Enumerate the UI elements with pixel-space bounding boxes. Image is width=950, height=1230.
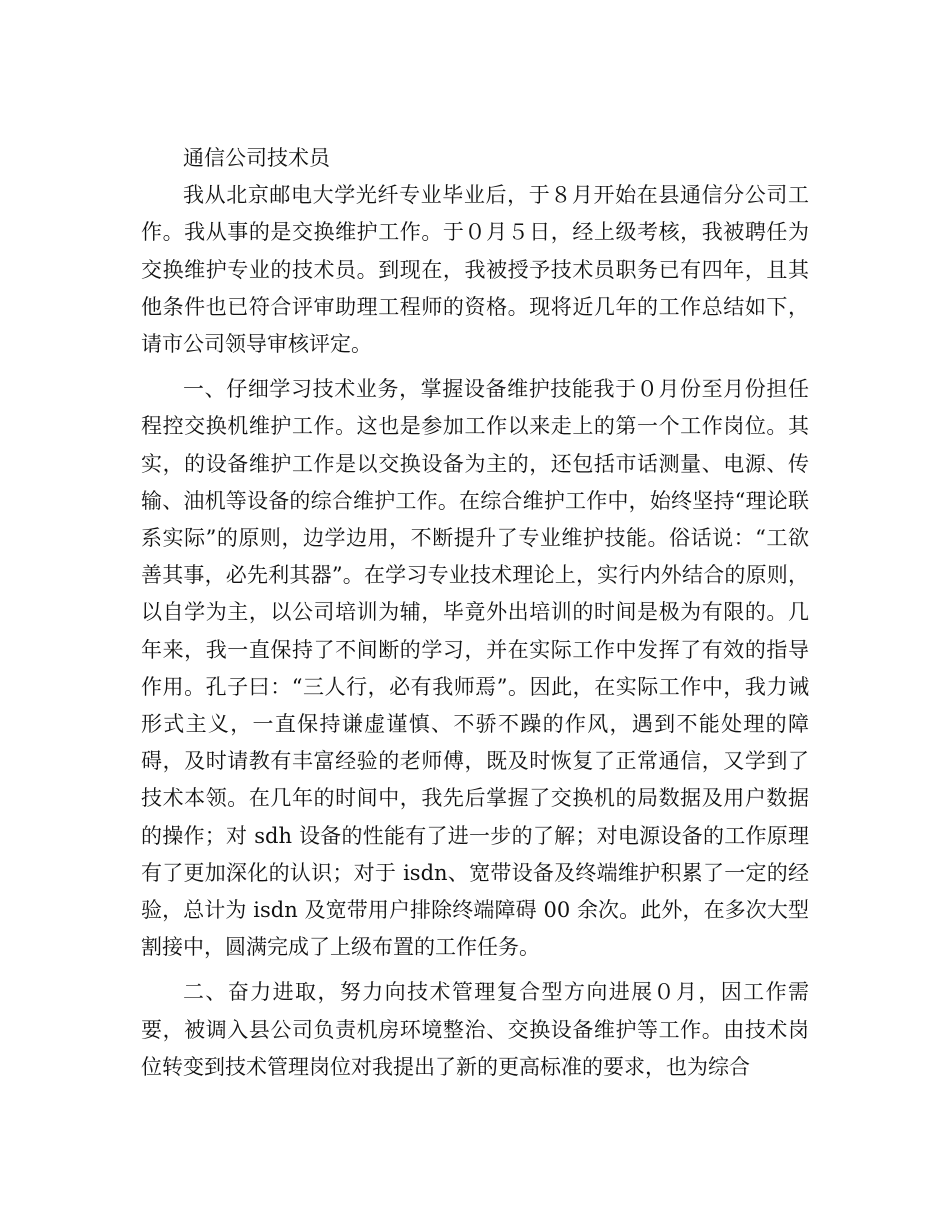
document-body [141,140,809,1086]
paragraph-section-two: 二、奋力进取，努力向技术管理复合型方向进展０月，因工作需要，被调入县公司负责机房环境整治、交换设备维护等工作。由技术岗位转变到技术管理岗位对我提出了新的更高标准的要求，也为综合 [141,980,809,1079]
document-title: 通信公司技术员 [183,146,330,170]
paragraph-section-one: 一、仔细学习技术业务，掌握设备维护技能我于０月份至月份担任程控交换机维护工作。这也是参加工作以来走上的第一个工作岗位。其实，的设备维护工作是以交换设备为主的，还包括市话测量、电源、传输、油机等设备的综合维护工作。在综合维护工作中，始终坚持“理论联系实际”的原则，边学边用，不断提升了专业维护技能。俗话说：“工欲善其事，必先利其器”。在学习专业技术理论上，实行内外结合的原则，以自学为主，以公司培训为辅，毕竟外出培训的时间是极为有限的。几年来，我一直保持了不间断的学习，并在实际工作中发挥了有效的指导作用。孔子曰：“三人行，必有我师焉”。因此，在实际工作中，我力诫形式主义，一直保持谦虚谨慎、不骄不躁的作风，遇到不能处理的障碍，及时请教有丰富经验的老师傅，既及时恢复了正常通信，又学到了技术本领。在几年的时间中，我先后掌握了交换机的局数据及用户数据的操作；对 sdh 设备的性能有了进一步的了解；对电源设备的工作原理有了更加深化的认识；对于 isdn、宽带设备及终端维护积累了一定的经验，总计为 isdn 及宽带用户排除终端障碍 00 余次。此外，在多次大型割接中，圆满完成了上级布置的工作任务。 [141,377,809,960]
paragraph-intro: 我从北京邮电大学光纤专业毕业后，于８月开始在县通信分公司工作。我从事的是交换维护工作。于０月５日，经上级考核，我被聘任为交换维护专业的技术员。到现在，我被授予技术员职务已有四年，且其他条件也已符合评审助理工程师的资格。现将近几年的工作总结如下，请市公司领导审核评定。 [141,183,809,357]
